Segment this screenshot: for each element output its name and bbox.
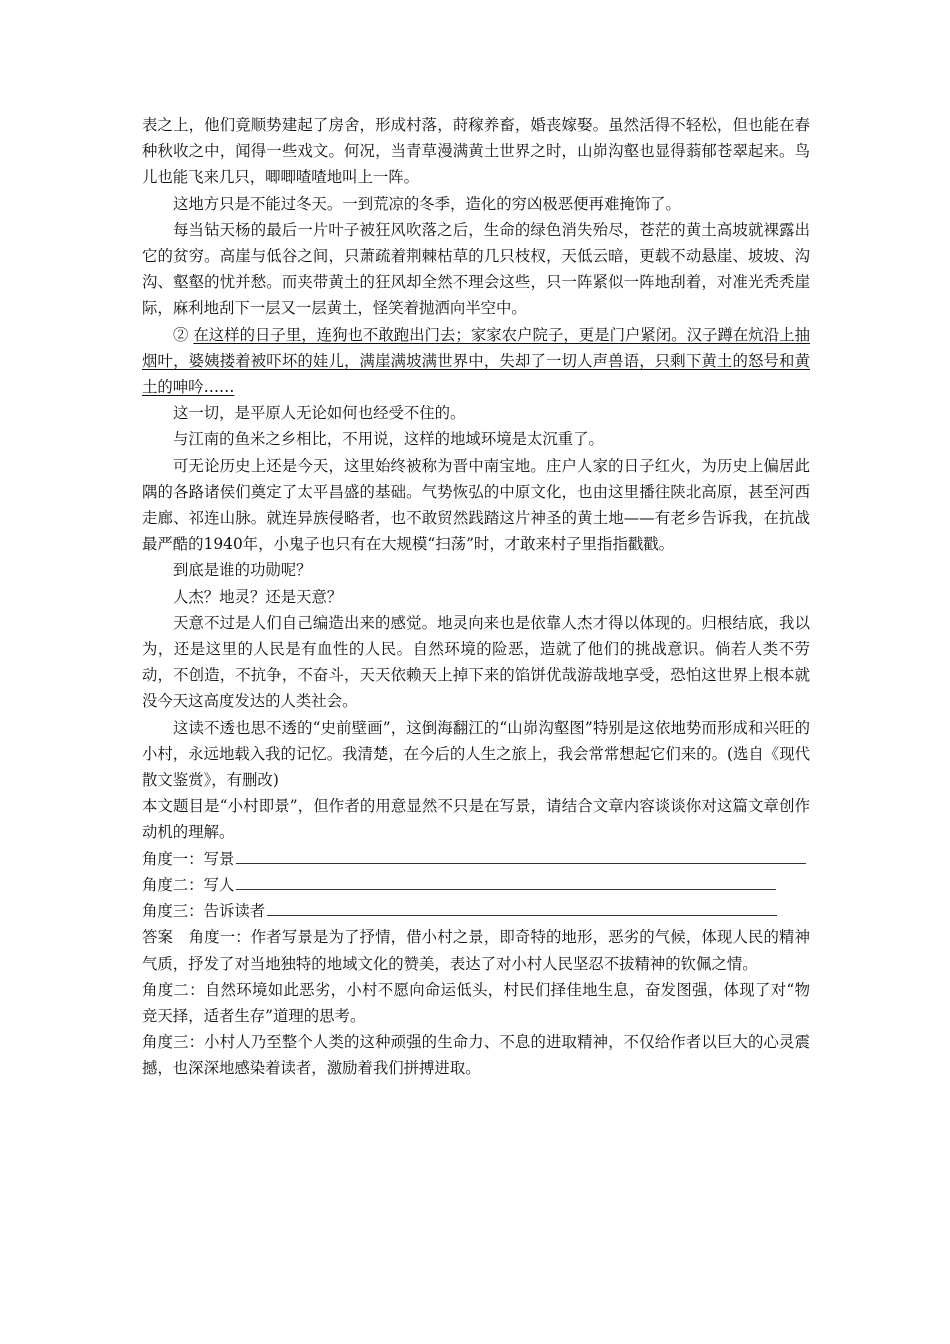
- answer-row-2: [142, 872, 810, 898]
- angle-3-label: 角度三：告诉读者: [142, 902, 266, 921]
- answer-blank-3[interactable]: [267, 898, 777, 916]
- answer-paragraph-1: 答案 角度一：作者写景是为了抒情，借小村之景，即奇特的地形，恶劣的气候，体现人民的精神气质，抒发了对当地独特的地域文化的赞美，表达了对小村人民坚忍不拔精神的钦佩之情。: [142, 928, 810, 973]
- article-paragraph-10: 天意不过是人们自己编造出来的感觉。地灵向来也是依靠人杰才得以体现的。归根结底，我以为，还是这里的人民是有血性的人民。自然环境的险恶，造就了他们的挑战意识。倘若人类不劳动，不创造，不抗争，不奋斗，天天依赖天上掉下来的馅饼优哉游哉地享受，恐怕这世界上根本就没今天这高度发达的人类社会。: [142, 613, 810, 711]
- paragraph-marker: ②: [173, 325, 189, 344]
- article-paragraph-6: 与江南的鱼米之乡相比，不用说，这样的地域环境是太沉重了。: [173, 430, 604, 449]
- answer-blank-1[interactable]: [236, 846, 806, 864]
- article-paragraph-2: 这地方只是不能过冬天。一到荒凉的冬季，造化的穷凶极恶便再难掩饰了。: [173, 194, 681, 213]
- article-paragraph-11: 这读不透也思不透的“史前壁画”，这倒海翻江的“山峁沟壑图”特别是这依地势而形成和兴旺的小村，永远地载入我的记忆。我清楚，在今后的人生之旅上，我会常常想起它们来的。(选自《现代散文鉴赏》，有删改): [142, 718, 810, 790]
- document-page: [142, 112, 810, 1082]
- angle-1-label: 角度一：写景: [142, 849, 235, 868]
- underlined-passage: 在这样的日子里，连狗也不敢跑出门去；家家农户院子，更是门户紧闭。汉子蹲在炕沿上抽烟叶，婆姨搂着被吓坏的娃儿，满崖满坡满世界中，失却了一切人声兽语，只剩下黄土的怒号和黄土的呻吟……: [142, 325, 810, 397]
- angle-2-label: 角度二：写人: [142, 875, 235, 894]
- article-paragraph-7: 可无论历史上还是今天，这里始终被称为晋中南宝地。庄户人家的日子红火，为历史上偏居此隅的各路诸侯们奠定了太平昌盛的基础。气势恢弘的中原文化，也由这里播往陕北高原，甚至河西走廊、祁连山脉。就连异族侵略者，也不敢贸然践踏这片神圣的黄土地——有老乡告诉我，在抗战最严酷的1940年，小鬼子也只有在大规模“扫荡”时，才敢来村子里指指戳戳。: [142, 456, 810, 554]
- article-paragraph-8: 到底是谁的功勋呢？: [173, 561, 312, 580]
- answer-row-1: [142, 846, 810, 872]
- answer-paragraph-2: 角度二：自然环境如此恶劣，小村不愿向命运低头，村民们择佳地生息，奋发图强，体现了对“物竞天择，适者生存”道理的思考。: [142, 980, 810, 1025]
- answer-blank-2[interactable]: [236, 872, 776, 890]
- answer-row-3: [142, 898, 810, 924]
- question-prompt: 本文题目是“小村即景”，但作者的用意显然不只是在写景，请结合文章内容谈谈你对这篇文章创作动机的理解。: [142, 797, 810, 842]
- article-paragraph-4: [142, 322, 810, 401]
- article-paragraph-9: 人杰？地灵？还是天意？: [173, 587, 343, 606]
- answer-paragraph-3: 角度三：小村人乃至整个人类的这种顽强的生命力、不息的进取精神，不仅给作者以巨大的心灵震撼，也深深地感染着读者，激励着我们拼搏进取。: [142, 1033, 810, 1078]
- article-paragraph-5: 这一切，是平原人无论如何也经受不住的。: [173, 404, 466, 423]
- article-paragraph-1: 表之上，他们竟顺势建起了房舍，形成村落，莳稼养畜，婚丧嫁娶。虽然活得不轻松，但也能在春种秋收之中，闻得一些戏文。何况，当青草漫满黄土世界之时，山峁沟壑也显得蓊郁苍翠起来。鸟儿也能飞来几只，唧唧喳喳地叫上一阵。: [142, 116, 810, 187]
- article-paragraph-3: 每当钻天杨的最后一片叶子被狂风吹落之后，生命的绿色消失殆尽，苍茫的黄土高坡就裸露出它的贫穷。高崖与低谷之间，只萧疏着荆棘枯草的几只枝杈，天低云暗，更载不动悬崖、坡坡、沟沟、壑壑的忧并愁。而夹带黄土的狂风却全然不理会这些，只一阵紧似一阵地刮着，对准光秃秃崖际，麻利地刮下一层又一层黄土，怪笑着抛洒向半空中。: [142, 220, 810, 318]
